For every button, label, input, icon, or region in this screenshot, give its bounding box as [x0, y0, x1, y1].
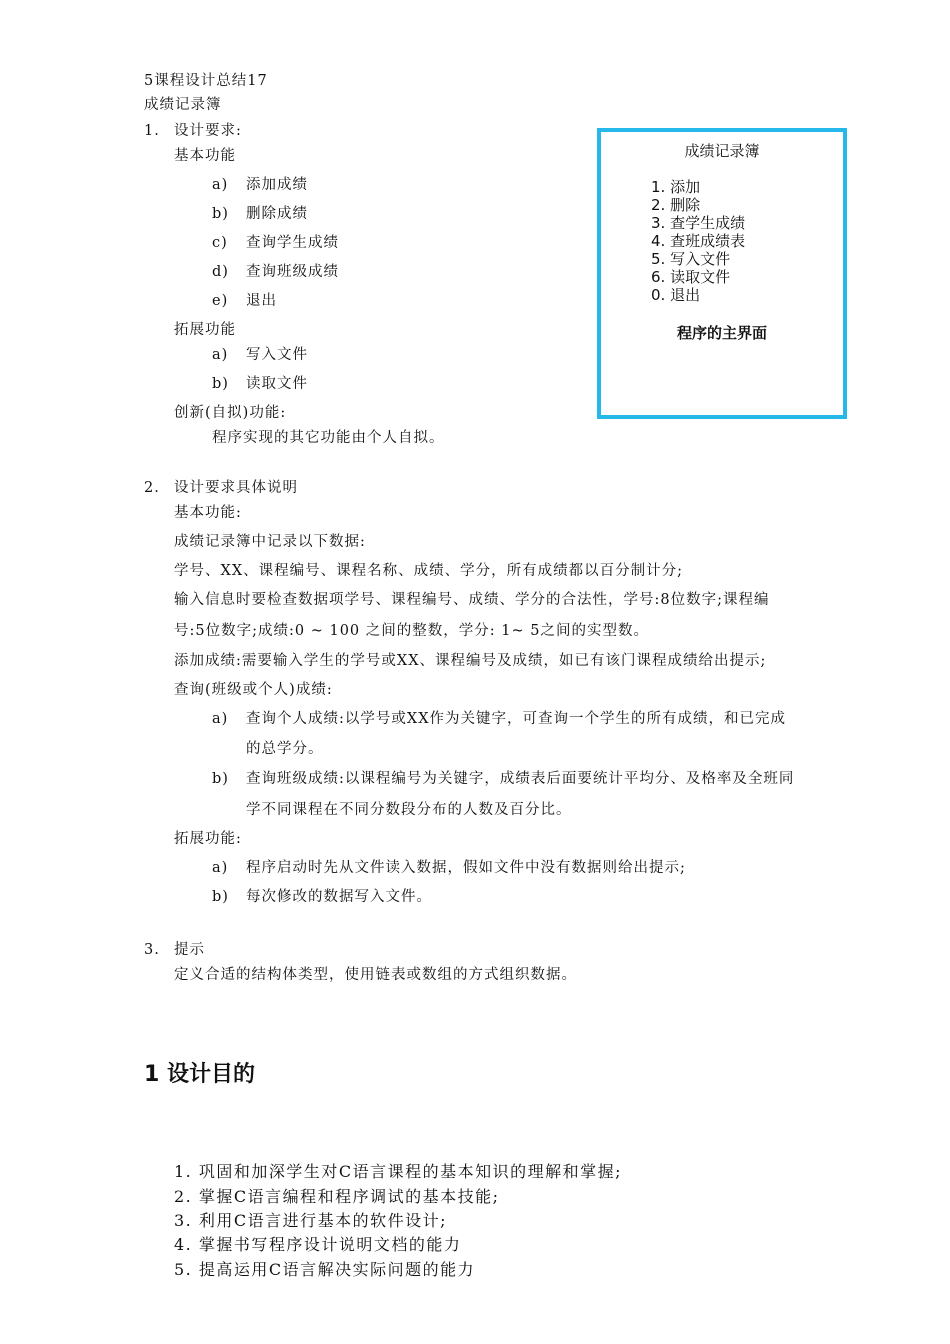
menu-item: 1. 添加: [651, 178, 701, 196]
innovation-label: 创新(自拟)功能:: [174, 405, 287, 421]
list-item: 3. 利用C语言进行基本的软件设计;: [174, 1211, 447, 1230]
section2-title: 设计要求具体说明: [174, 480, 298, 496]
list-item: [212, 234, 339, 252]
menu-item: 4. 查班成绩表: [651, 232, 746, 250]
list-marker: b): [212, 206, 229, 222]
toc-line: 5课程设计总结17: [144, 73, 268, 89]
list-item: [212, 263, 339, 281]
list-text: 写入文件: [246, 347, 308, 363]
list-item: [212, 292, 277, 310]
section1-number: 1.: [144, 123, 160, 139]
list-text: 删除成绩: [246, 206, 308, 222]
list-text: 退出: [246, 293, 277, 309]
list-marker: a): [212, 347, 229, 363]
extended-function-label: 拓展功能:: [174, 831, 242, 847]
menu-item: 2. 删除: [651, 196, 701, 214]
paragraph: 号:5位数字;成绩:0 ~ 100 之间的整数，学分: 1~ 5之间的实型数。: [174, 623, 649, 639]
basic-function-label: 基本功能:: [174, 505, 242, 521]
list-item: [212, 888, 432, 906]
list-text: 查询班级成绩:以课程编号为关键字，成绩表后面要统计平均分、及格率及全班同: [246, 771, 795, 787]
list-item: 1. 巩固和加深学生对C语言课程的基本知识的理解和掌握;: [174, 1162, 622, 1181]
menu-item: 6. 读取文件: [651, 268, 731, 286]
section2-heading: [144, 479, 298, 497]
list-marker: c): [212, 235, 228, 251]
document-title: 成绩记录簿: [144, 97, 222, 113]
list-item: 2. 掌握C语言编程和程序调试的基本技能;: [174, 1187, 500, 1206]
list-marker: d): [212, 264, 229, 280]
section3-heading: [144, 941, 205, 959]
list-marker: b): [212, 889, 229, 905]
section2-number: 2.: [144, 480, 160, 496]
paragraph: 输入信息时要检查数据项学号、课程编号、成绩、学分的合法性，学号:8位数字;课程编: [174, 592, 770, 608]
list-marker: a): [212, 711, 229, 727]
list-item: [212, 176, 308, 194]
paragraph: 查询(班级或个人)成绩:: [174, 682, 333, 698]
list-marker: b): [212, 376, 229, 392]
menu-item: 0. 退出: [651, 286, 701, 304]
list-marker: e): [212, 293, 229, 309]
figure-caption: 程序的主界面: [676, 324, 767, 342]
list-text: 查询个人成绩:以学号或XX作为关键字，可查询一个学生的所有成绩，和已完成: [246, 711, 787, 727]
menu-item: 3. 查学生成绩: [651, 214, 746, 232]
list-marker: b): [212, 771, 229, 787]
extended-function-label: 拓展功能: [174, 322, 236, 338]
list-text-continued: 学不同课程在不同分数段分布的人数及百分比。: [246, 802, 572, 818]
list-marker: a): [212, 860, 229, 876]
section1-heading: [144, 122, 242, 140]
list-text-continued: 的总学分。: [246, 741, 324, 757]
main-menu-figure: [597, 128, 847, 419]
innovation-text: 程序实现的其它功能由个人自拟。: [212, 430, 445, 446]
list-item: [212, 346, 308, 364]
section1-title: 设计要求:: [174, 123, 242, 139]
paragraph: 成绩记录簿中记录以下数据:: [174, 534, 366, 550]
list-item: [212, 770, 795, 788]
list-text: 查询学生成绩: [246, 235, 339, 251]
list-text: 程序启动时先从文件读入数据，假如文件中没有数据则给出提示;: [246, 860, 686, 876]
list-text: 查询班级成绩: [246, 264, 339, 280]
section3-number: 3.: [144, 942, 160, 958]
list-item: [212, 205, 308, 223]
list-item: [212, 859, 686, 877]
list-text: 每次修改的数据写入文件。: [246, 889, 432, 905]
list-item: [212, 375, 308, 393]
menu-title: 成绩记录簿: [684, 142, 760, 160]
menu-item: 5. 写入文件: [651, 250, 731, 268]
basic-function-label: 基本功能: [174, 148, 236, 164]
paragraph: 添加成绩:需要输入学生的学号或XX、课程编号及成绩，如已有该门课程成绩给出提示;: [174, 653, 767, 669]
list-item: 5. 提高运用C语言解决实际问题的能力: [174, 1260, 476, 1279]
chapter-heading: 1 设计目的: [144, 1062, 255, 1087]
section3-title: 提示: [174, 942, 205, 958]
paragraph: 学号、XX、课程编号、课程名称、成绩、学分，所有成绩都以百分制计分;: [174, 563, 684, 579]
list-text: 添加成绩: [246, 177, 308, 193]
list-item: 4. 掌握书写程序设计说明文档的能力: [174, 1235, 462, 1254]
paragraph: 定义合适的结构体类型，使用链表或数组的方式组织数据。: [174, 967, 577, 983]
list-marker: a): [212, 177, 229, 193]
list-text: 读取文件: [246, 376, 308, 392]
list-item: [212, 710, 787, 728]
